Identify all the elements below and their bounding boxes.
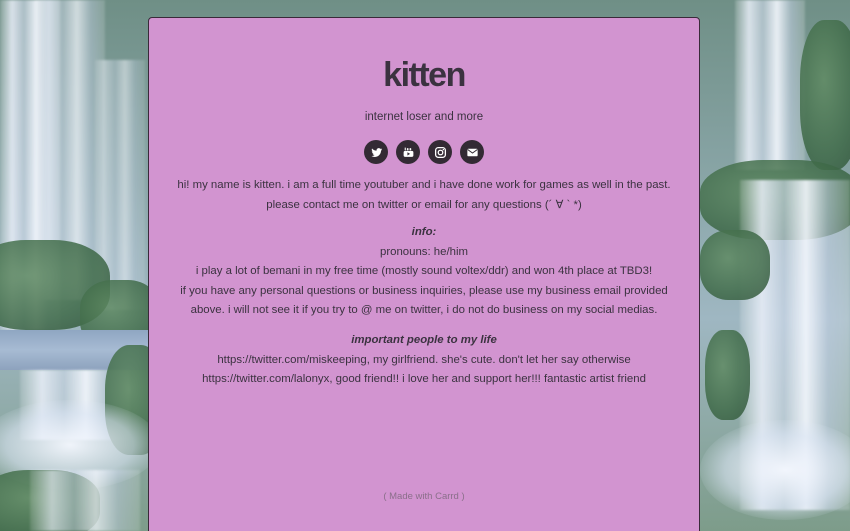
- instagram-icon: [434, 146, 447, 159]
- info-line: i play a lot of bemani in my free time (mostly sound voltex/ddr) and won 4th place at TBD3!: [195, 265, 653, 277]
- email-icon: [466, 146, 479, 159]
- info-line: pronouns: he/him: [379, 245, 469, 258]
- profile-card: [148, 17, 700, 531]
- made-with-carrd-link[interactable]: ( Made with Carrd ): [383, 491, 465, 502]
- youtube-icon: [402, 146, 415, 159]
- info-line: above. i will not see it if you try to @ me on twitter, i do not do business on my social medias.: [190, 304, 658, 316]
- intro-line: please contact me on twitter or email for any questions (´ ∀ ` *): [266, 198, 582, 211]
- social-links: [149, 140, 699, 164]
- youtube-link[interactable]: [396, 140, 420, 164]
- people-line: https://twitter.com/lalonyx, good friend!! i love her and support her!!! fantastic artist friend: [202, 373, 646, 385]
- intro-section: [149, 176, 699, 215]
- twitter-icon: [370, 146, 383, 159]
- instagram-link[interactable]: [428, 140, 452, 164]
- intro-line: hi! my name is kitten. i am a full time youtuber and i have done work for games as well in the past.: [177, 179, 671, 191]
- tagline: internet loser and more: [364, 111, 484, 123]
- people-heading: important people to my life: [351, 334, 497, 346]
- info-heading: info:: [411, 226, 437, 238]
- page-title: kitten: [383, 56, 465, 94]
- twitter-link[interactable]: [364, 140, 388, 164]
- info-section: [149, 223, 699, 321]
- email-link[interactable]: [460, 140, 484, 164]
- people-line: https://twitter.com/miskeeping, my girlfriend. she's cute. don't let her say otherwise: [217, 353, 631, 366]
- info-line: if you have any personal questions or business inquiries, please use my business email provided: [180, 284, 668, 297]
- people-section: [149, 331, 699, 390]
